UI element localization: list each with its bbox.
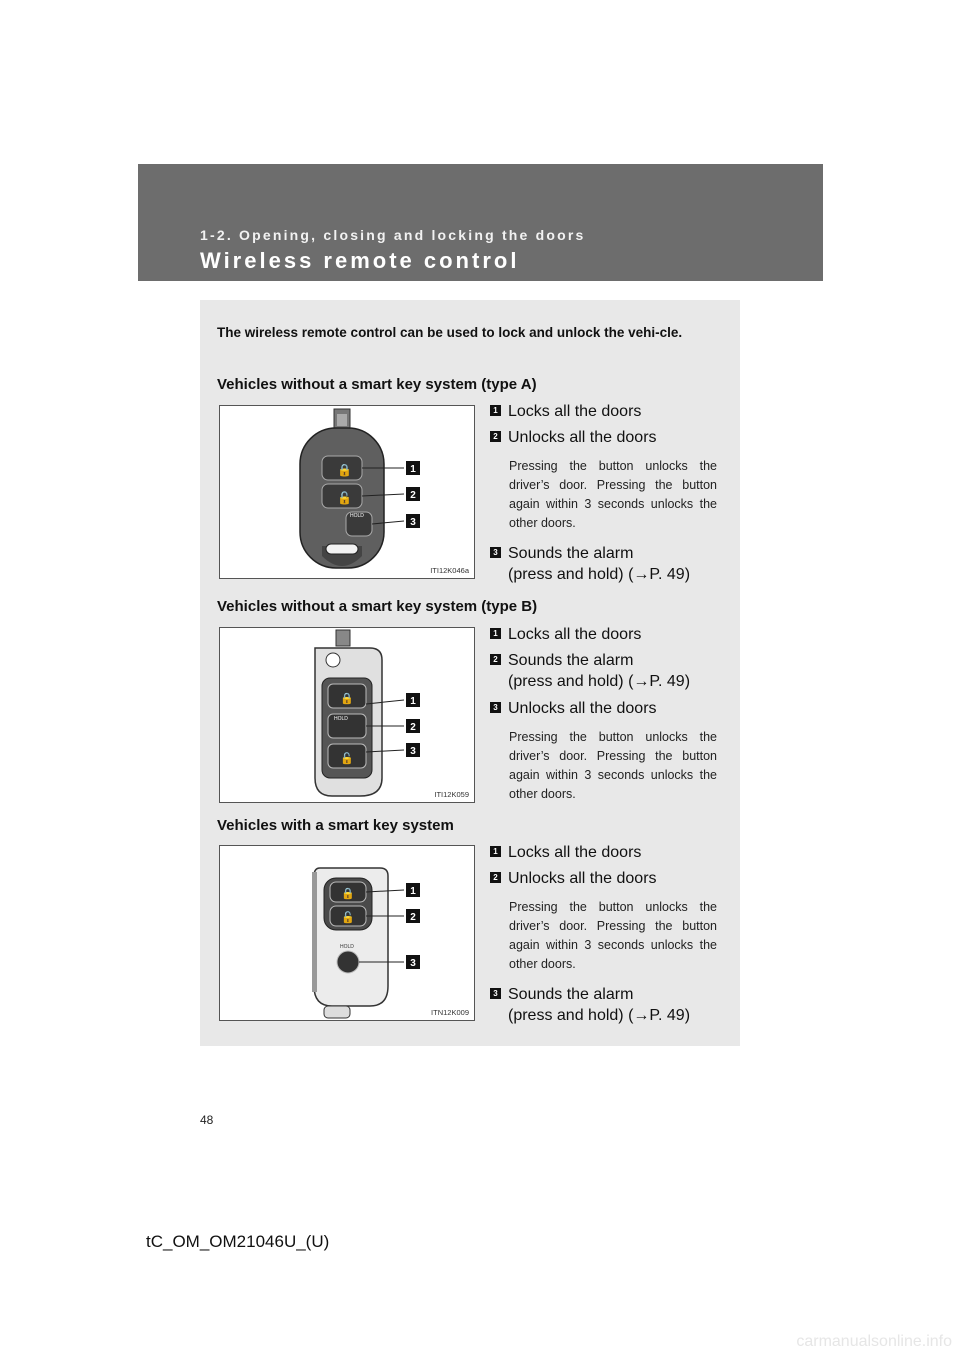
- figure-smart-key: [219, 845, 475, 1021]
- page-reference-link[interactable]: P. 49): [649, 566, 691, 583]
- svg-text:🔓: 🔓: [340, 753, 354, 765]
- svg-text:🔒: 🔒: [337, 463, 352, 477]
- svg-text:3: 3: [410, 746, 416, 757]
- figure-type-b: [219, 627, 475, 803]
- figure-code: ITI12K046a: [430, 566, 469, 575]
- svg-text:🔒: 🔒: [341, 888, 355, 900]
- svg-text:3: 3: [410, 517, 416, 528]
- right-arrow-icon: →: [633, 566, 650, 583]
- right-arrow-icon: →: [633, 673, 650, 690]
- key-fob-type-a-illustration: [220, 406, 474, 578]
- item-number: 1: [490, 628, 501, 639]
- svg-text:HOLD: HOLD: [340, 944, 354, 950]
- key-fob-type-b-illustration: [220, 628, 474, 802]
- item-label: Unlocks all the doors: [508, 429, 657, 446]
- page-title: Wireless remote control: [200, 248, 520, 273]
- item-number: 1: [490, 405, 501, 416]
- intro-text: The wireless remote control can be used to lock and unlock the vehi-cle.: [217, 325, 683, 340]
- svg-text:2: 2: [410, 490, 416, 501]
- section-heading-type-a: Vehicles without a smart key system (type A): [217, 376, 537, 393]
- svg-text:2: 2: [410, 722, 416, 733]
- item-note: Pressing the button unlocks the driver’s door. Pressing the button again within 3 seconds unlocks the other doors.: [509, 459, 717, 530]
- figure-code: ITI12K059: [434, 790, 469, 799]
- document-code: tC_OM_OM21046U_(U): [146, 1232, 330, 1251]
- page-reference-link[interactable]: P. 49): [649, 1007, 691, 1024]
- svg-text:HOLD: HOLD: [334, 716, 348, 722]
- section-header: [138, 164, 823, 281]
- item-label: Sounds the alarm: [508, 986, 634, 1003]
- item-number: 2: [490, 872, 501, 883]
- item-label-line2: (press and hold) (→P. 49): [508, 673, 691, 690]
- content-panel: [200, 300, 740, 1046]
- section-heading-smart-key: Vehicles with a smart key system: [217, 817, 454, 834]
- item-number: 3: [490, 988, 501, 999]
- item-label: Unlocks all the doors: [508, 700, 657, 717]
- item-number: 2: [490, 431, 501, 442]
- svg-text:🔓: 🔓: [341, 912, 355, 924]
- item-number: 2: [490, 654, 501, 665]
- page-reference-link[interactable]: P. 49): [649, 673, 691, 690]
- svg-text:1: 1: [410, 464, 416, 475]
- item-number: 1: [490, 846, 501, 857]
- figure-type-a: [219, 405, 475, 579]
- page-number: 48: [200, 1113, 214, 1127]
- item-label: Locks all the doors: [508, 403, 642, 420]
- item-label: Sounds the alarm: [508, 652, 634, 669]
- item-label: Locks all the doors: [508, 844, 642, 861]
- watermark: carmanualsonline.info: [796, 1333, 952, 1350]
- item-note: Pressing the button unlocks the driver’s door. Pressing the button again within 3 seconds unlocks the other doors.: [509, 900, 717, 971]
- item-label: Unlocks all the doors: [508, 870, 657, 887]
- svg-text:HOLD: HOLD: [350, 513, 364, 519]
- smart-key-illustration: [220, 846, 474, 1020]
- item-note: Pressing the button unlocks the driver’s door. Pressing the button again within 3 seconds unlocks the other doors.: [509, 730, 717, 801]
- item-number: 3: [490, 547, 501, 558]
- item-label-line2: (press and hold) (→P. 49): [508, 1007, 691, 1024]
- svg-text:1: 1: [410, 886, 416, 897]
- svg-text:🔓: 🔓: [337, 491, 352, 505]
- svg-text:1: 1: [410, 696, 416, 707]
- section-subtitle: 1-2. Opening, closing and locking the doors: [200, 227, 586, 243]
- section-heading-type-b: Vehicles without a smart key system (type B): [217, 598, 538, 615]
- right-arrow-icon: →: [633, 1007, 650, 1024]
- figure-code: ITN12K009: [431, 1008, 469, 1017]
- item-number: 3: [490, 702, 501, 713]
- svg-text:3: 3: [410, 958, 416, 969]
- svg-text:2: 2: [410, 912, 416, 923]
- item-label: Sounds the alarm: [508, 545, 634, 562]
- svg-text:🔒: 🔒: [340, 693, 354, 705]
- item-label-line2: (press and hold) (→P. 49): [508, 566, 691, 583]
- item-label: Locks all the doors: [508, 626, 642, 643]
